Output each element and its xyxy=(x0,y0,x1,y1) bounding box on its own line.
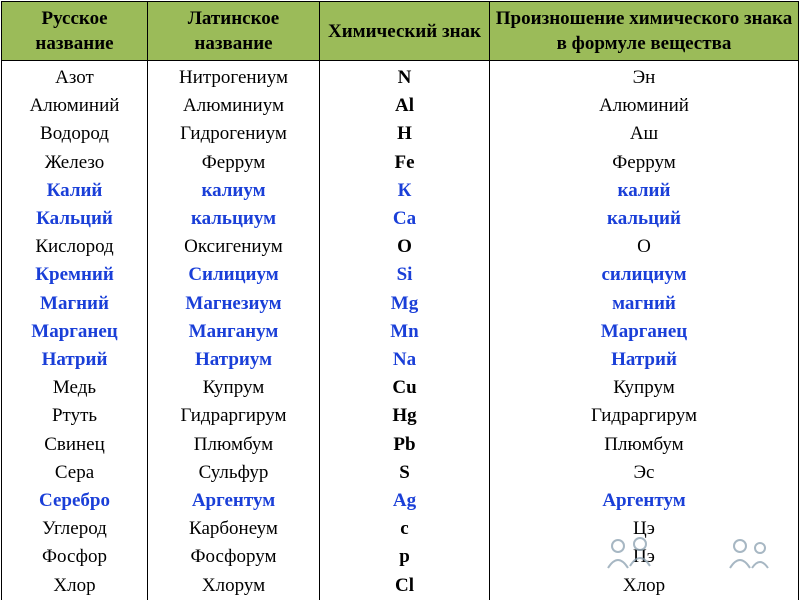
cell-pronunciation: Аргентум xyxy=(490,487,799,515)
cell-latin-name: Оксигениум xyxy=(148,233,320,261)
table-row xyxy=(2,261,799,289)
cell-chemical-symbol: c xyxy=(320,515,490,543)
cell-pronunciation: Купрум xyxy=(490,374,799,402)
cell-latin-name: Алюминиум xyxy=(148,92,320,120)
cell-latin-name: Карбонеум xyxy=(148,515,320,543)
cell-pronunciation: Хлор xyxy=(490,572,799,600)
cell-pronunciation: Плюмбум xyxy=(490,431,799,459)
cell-chemical-symbol: Mn xyxy=(320,318,490,346)
cell-chemical-symbol: Pb xyxy=(320,431,490,459)
cell-pronunciation: Эн xyxy=(490,61,799,93)
cell-chemical-symbol: К xyxy=(320,177,490,205)
cell-latin-name: Купрум xyxy=(148,374,320,402)
table-row xyxy=(2,120,799,148)
cell-latin-name: Силициум xyxy=(148,261,320,289)
table-row xyxy=(2,374,799,402)
cell-pronunciation: Натрий xyxy=(490,346,799,374)
cell-chemical-symbol: H xyxy=(320,120,490,148)
cell-russian-name: Углерод xyxy=(2,515,148,543)
cell-latin-name: Аргентум xyxy=(148,487,320,515)
chemical-elements-table xyxy=(1,1,799,600)
header-row xyxy=(2,2,799,61)
table-row xyxy=(2,572,799,600)
cell-chemical-symbol: Mg xyxy=(320,290,490,318)
cell-russian-name: Железо xyxy=(2,149,148,177)
table-row xyxy=(2,431,799,459)
cell-russian-name: Калий xyxy=(2,177,148,205)
cell-pronunciation: Феррум xyxy=(490,149,799,177)
table-row xyxy=(2,487,799,515)
cell-latin-name: Магнезиум xyxy=(148,290,320,318)
table-row xyxy=(2,318,799,346)
cell-russian-name: Серебро xyxy=(2,487,148,515)
cell-pronunciation: силициум xyxy=(490,261,799,289)
cell-chemical-symbol: O xyxy=(320,233,490,261)
cell-chemical-symbol: Al xyxy=(320,92,490,120)
header-pronunciation: Произношение химического знака в формуле вещества xyxy=(490,2,799,61)
table-row xyxy=(2,233,799,261)
table-row xyxy=(2,543,799,571)
cell-russian-name: Марганец xyxy=(2,318,148,346)
cell-russian-name: Фосфор xyxy=(2,543,148,571)
table-row xyxy=(2,149,799,177)
cell-latin-name: калиум xyxy=(148,177,320,205)
table-row xyxy=(2,402,799,430)
header-latin-name: Латинское название xyxy=(148,2,320,61)
table-row xyxy=(2,61,799,93)
cell-russian-name: Кислород xyxy=(2,233,148,261)
cell-pronunciation: кальций xyxy=(490,205,799,233)
cell-latin-name: Гидрогениум xyxy=(148,120,320,148)
cell-russian-name: Хлор xyxy=(2,572,148,600)
cell-latin-name: Плюмбум xyxy=(148,431,320,459)
cell-pronunciation: Марганец xyxy=(490,318,799,346)
header-chemical-symbol: Химический знак xyxy=(320,2,490,61)
cell-chemical-symbol: Hg xyxy=(320,402,490,430)
cell-latin-name: кальциум xyxy=(148,205,320,233)
cell-latin-name: Хлорум xyxy=(148,572,320,600)
cell-chemical-symbol: Ag xyxy=(320,487,490,515)
cell-russian-name: Сера xyxy=(2,459,148,487)
cell-russian-name: Натрий xyxy=(2,346,148,374)
cell-russian-name: Кремний xyxy=(2,261,148,289)
cell-chemical-symbol: Cl xyxy=(320,572,490,600)
cell-pronunciation: Аш xyxy=(490,120,799,148)
cell-latin-name: Гидраргирум xyxy=(148,402,320,430)
cell-pronunciation: калий xyxy=(490,177,799,205)
cell-chemical-symbol: S xyxy=(320,459,490,487)
table-row xyxy=(2,290,799,318)
cell-latin-name: Фосфорум xyxy=(148,543,320,571)
header-russian-name: Русское название xyxy=(2,2,148,61)
cell-pronunciation: Цэ xyxy=(490,515,799,543)
cell-russian-name: Свинец xyxy=(2,431,148,459)
cell-chemical-symbol: Cu xyxy=(320,374,490,402)
cell-russian-name: Азот xyxy=(2,61,148,93)
table-row xyxy=(2,346,799,374)
cell-latin-name: Феррум xyxy=(148,149,320,177)
cell-latin-name: Нитрогениум xyxy=(148,61,320,93)
cell-chemical-symbol: p xyxy=(320,543,490,571)
table-row xyxy=(2,459,799,487)
cell-russian-name: Кальций xyxy=(2,205,148,233)
table-row xyxy=(2,205,799,233)
cell-pronunciation: Гидраргирум xyxy=(490,402,799,430)
table-header xyxy=(2,2,799,61)
cell-chemical-symbol: Ca xyxy=(320,205,490,233)
cell-russian-name: Магний xyxy=(2,290,148,318)
cell-chemical-symbol: Fe xyxy=(320,149,490,177)
cell-latin-name: Сульфур xyxy=(148,459,320,487)
cell-russian-name: Медь xyxy=(2,374,148,402)
cell-chemical-symbol: N xyxy=(320,61,490,93)
table-row xyxy=(2,515,799,543)
cell-chemical-symbol: Na xyxy=(320,346,490,374)
cell-chemical-symbol: Si xyxy=(320,261,490,289)
cell-pronunciation: магний xyxy=(490,290,799,318)
table-row xyxy=(2,177,799,205)
cell-russian-name: Алюминий xyxy=(2,92,148,120)
table-row xyxy=(2,92,799,120)
cell-pronunciation: Пэ xyxy=(490,543,799,571)
cell-russian-name: Водород xyxy=(2,120,148,148)
cell-russian-name: Ртуть xyxy=(2,402,148,430)
cell-pronunciation: О xyxy=(490,233,799,261)
cell-latin-name: Манганум xyxy=(148,318,320,346)
cell-latin-name: Натриум xyxy=(148,346,320,374)
cell-pronunciation: Эс xyxy=(490,459,799,487)
table-body xyxy=(2,61,799,600)
cell-pronunciation: Алюминий xyxy=(490,92,799,120)
